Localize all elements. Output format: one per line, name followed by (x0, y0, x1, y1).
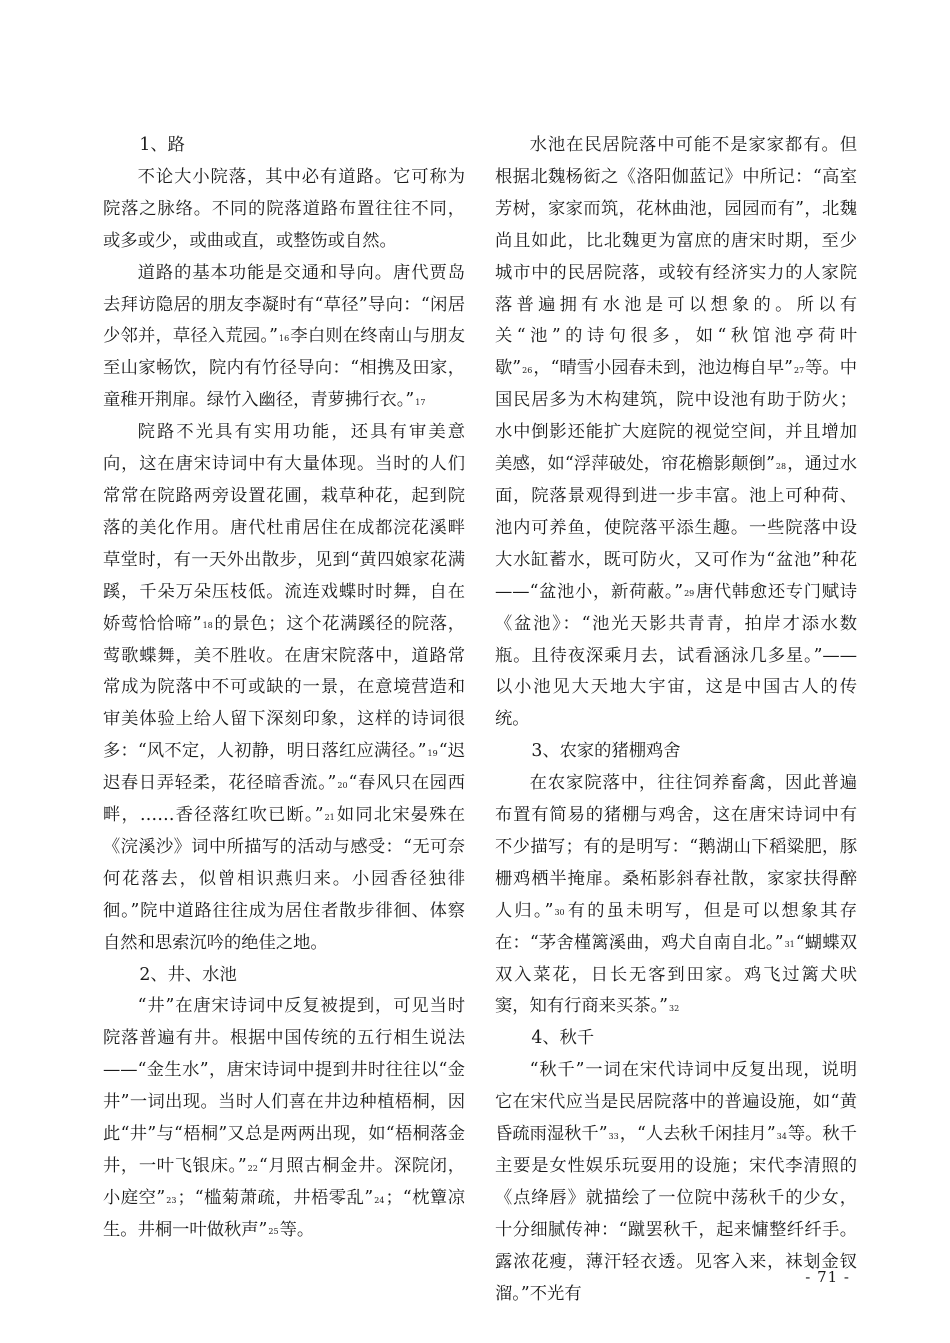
footnote-marker: 24 (374, 1195, 385, 1205)
text-run: ；“枕簟凉生。井桐一叶做秋声” (103, 1187, 466, 1240)
page-number: - 71 - (805, 1268, 850, 1286)
text-run: 不论大小院落，其中必有道路。它可称为院落之脉络。不同的院落道路布置往往不同，或多或少，或曲或直，或整饬或自然。 (103, 166, 465, 251)
text-run: 在农家院落中，往往饲养畜禽，因此普遍布置有简易的猪棚与鸡舍，这在唐宋诗词中有不少描写；有的是明写：“鹅湖山下稻粱肥，豚栅鸡栖半掩扉。桑柘影斜春社散，家家扶得醉人归。” (495, 773, 857, 921)
paragraph (103, 162, 465, 258)
text-run: “井”在唐宋诗词中反复被提到，可见当时院落普遍有井。根据中国传统的五行相生说法——“金生水”，唐宋诗词中提到井时往往以“金井”一词出现。当时人们喜在井边种植梧桐，因此“井”与“梧桐”又总是两两出现，如“梧桐落金井，一叶飞银床。” (103, 996, 465, 1176)
text-run: “迟迟春日弄轻柔，花径暗香流。” (103, 741, 465, 794)
text-run: 唐代韩愈还专门赋诗《盆池》：“池光天影共青青，拍岸才添水数瓶。且待夜深乘月去，试看涵泳几多星。”——以小池见大天地大宇宙，这是中国古人的传统。 (495, 581, 857, 730)
text-run: “秋千”一词在宋代诗词中反复出现，说明它在宋代应当是民居院落中的普遍设施，如“黄昏疏雨湿秋千” (495, 1060, 857, 1145)
section-heading (495, 1023, 857, 1055)
text-run: ，通过水面，院落景观得到进一步丰富。池上可种荷、池内可养鱼，使院落平添生趣。一些院落中设大水缸蓄水，既可防火，又可作为“盆池”种花——“盆池小，新荷蔽。” (495, 454, 857, 602)
text-run: 等。中国民居多为木构建筑，院中设池有助于防火；水中倒影还能扩大庭院的视觉空间，并且增加美感，如“浮萍破处，帘花檐影颠倒” (495, 358, 857, 475)
footnote-marker: 27 (793, 365, 805, 375)
text-run: ，“晴雪小园春未到，池边梅自早” (533, 358, 793, 379)
right-column (495, 130, 857, 1311)
footnote-marker: 18 (202, 621, 213, 631)
paragraph (495, 130, 857, 736)
text-run: “春风只在园西畔，……香径落红吹已断。” (103, 773, 465, 826)
footnote-marker: 16 (279, 334, 290, 344)
text-run: 如同北宋晏殊在《浣溪沙》词中所描写的活动与感受：“无可奈何花落去，似曾相识燕归来。小园香径独徘徊。”院中道路往往成为居住者散步徘徊、体察自然和思索沉吟的绝佳之地。 (103, 805, 465, 953)
text-run: 等。 (279, 1219, 315, 1240)
text-run: 1、路 (139, 135, 185, 155)
footnote-marker: 22 (247, 1163, 258, 1173)
section-heading (495, 736, 857, 768)
text-run: 水池在民居院落中可能不是家家都有。但根据北魏杨衒之《洛阳伽蓝记》中所记：“高室芳树，家家而筑，花林曲池，园园而有”，北魏尚且如此，比北魏更为富庶的唐宋时期，至少城市中的民居院落，或较有经济实力的人家院落普遍拥有水池是可以想象的。所以有关“池”的诗句很多，如“秋馆池亭荷叶歇” (495, 135, 857, 379)
paragraph (103, 991, 465, 1246)
text-run: 2、井、水池 (139, 964, 237, 985)
text-run: ，“人去秋千闲挂月” (619, 1124, 776, 1145)
footnote-marker: 29 (684, 589, 695, 599)
text-run: 院路不光具有实用功能，还具有审美意向，这在唐宋诗词中有大量体现。当时的人们常常在院路两旁设置花圃，栽草种花，起到院落的美化作用。唐代杜甫居住在成都浣花溪畔草堂时，有一天外出散步，见到“黄四娘家花满蹊，千朵万朵压枝低。流连戏蝶时时舞，自在娇莺恰恰啼” (103, 422, 465, 634)
footnote-marker: 23 (166, 1195, 177, 1205)
left-column (103, 130, 465, 1247)
paragraph (103, 258, 465, 418)
text-run: 李白则在终南山与朋友至山家畅饮，院内有竹径导向：“相携及田家，童稚开荆扉。绿竹入幽径，青萝拂行衣。” (103, 326, 465, 411)
text-run: 的景色；这个花满蹊径的院落，莺歌蝶舞，美不胜收。在唐宋院落中，道路常常成为院落中不可或缺的一景，在意境营造和审美体验上给人留下深刻印象，这样的诗词很多：“风不定，人初静，明日落红应满径。” (103, 613, 465, 762)
footnote-marker: 34 (776, 1131, 787, 1141)
text-run: 4、秋千 (531, 1028, 595, 1049)
paragraph (103, 417, 465, 959)
footnote-marker: 20 (337, 780, 348, 790)
paragraph (495, 768, 857, 1023)
footnote-marker: 32 (669, 1004, 680, 1014)
footnote-marker: 30 (554, 908, 565, 918)
footnote-marker: 26 (522, 365, 533, 375)
paragraph (495, 1055, 857, 1310)
footnote-marker: 25 (268, 1227, 279, 1237)
text-run: 等。秋千主要是女性娱乐玩耍用的设施；宋代李清照的《点绛唇》就描绘了一位院中荡秋千的少女，十分细腻传神：“蹴罢秋千，起来慵整纤纤手。露浓花瘦，薄汗轻衣透。见客入来，袜刬金钗溜。”不光有 (495, 1124, 857, 1304)
footnote-marker: 31 (784, 940, 795, 950)
footnote-marker: 17 (415, 397, 426, 407)
section-heading (103, 130, 465, 162)
text-run: “蝴蝶双双入菜花，日长无客到田家。鸡飞过篱犬吠窦，知有行商来买茶。” (495, 932, 857, 1017)
text-run: ；“槛菊萧疏，井梧零乱” (177, 1187, 374, 1208)
text-run: “月照古桐金井。深院闭，小庭空” (103, 1156, 465, 1208)
footnote-marker: 21 (324, 812, 335, 822)
footnote-marker: 33 (608, 1131, 619, 1141)
text-run: 道路的基本功能是交通和导向。唐代贾岛去拜访隐居的朋友李凝时有“草径”导向：“闲居少邻并，草径入荒园。” (103, 262, 465, 347)
text-run: 3、农家的猪棚鸡舍 (531, 741, 681, 762)
section-heading (103, 960, 465, 992)
footnote-marker: 28 (775, 461, 787, 471)
footnote-marker: 19 (427, 748, 438, 758)
text-run: 有的虽未明写，但是可以想象其存在：“茅舍槿篱溪曲，鸡犬自南自北。” (495, 900, 857, 953)
